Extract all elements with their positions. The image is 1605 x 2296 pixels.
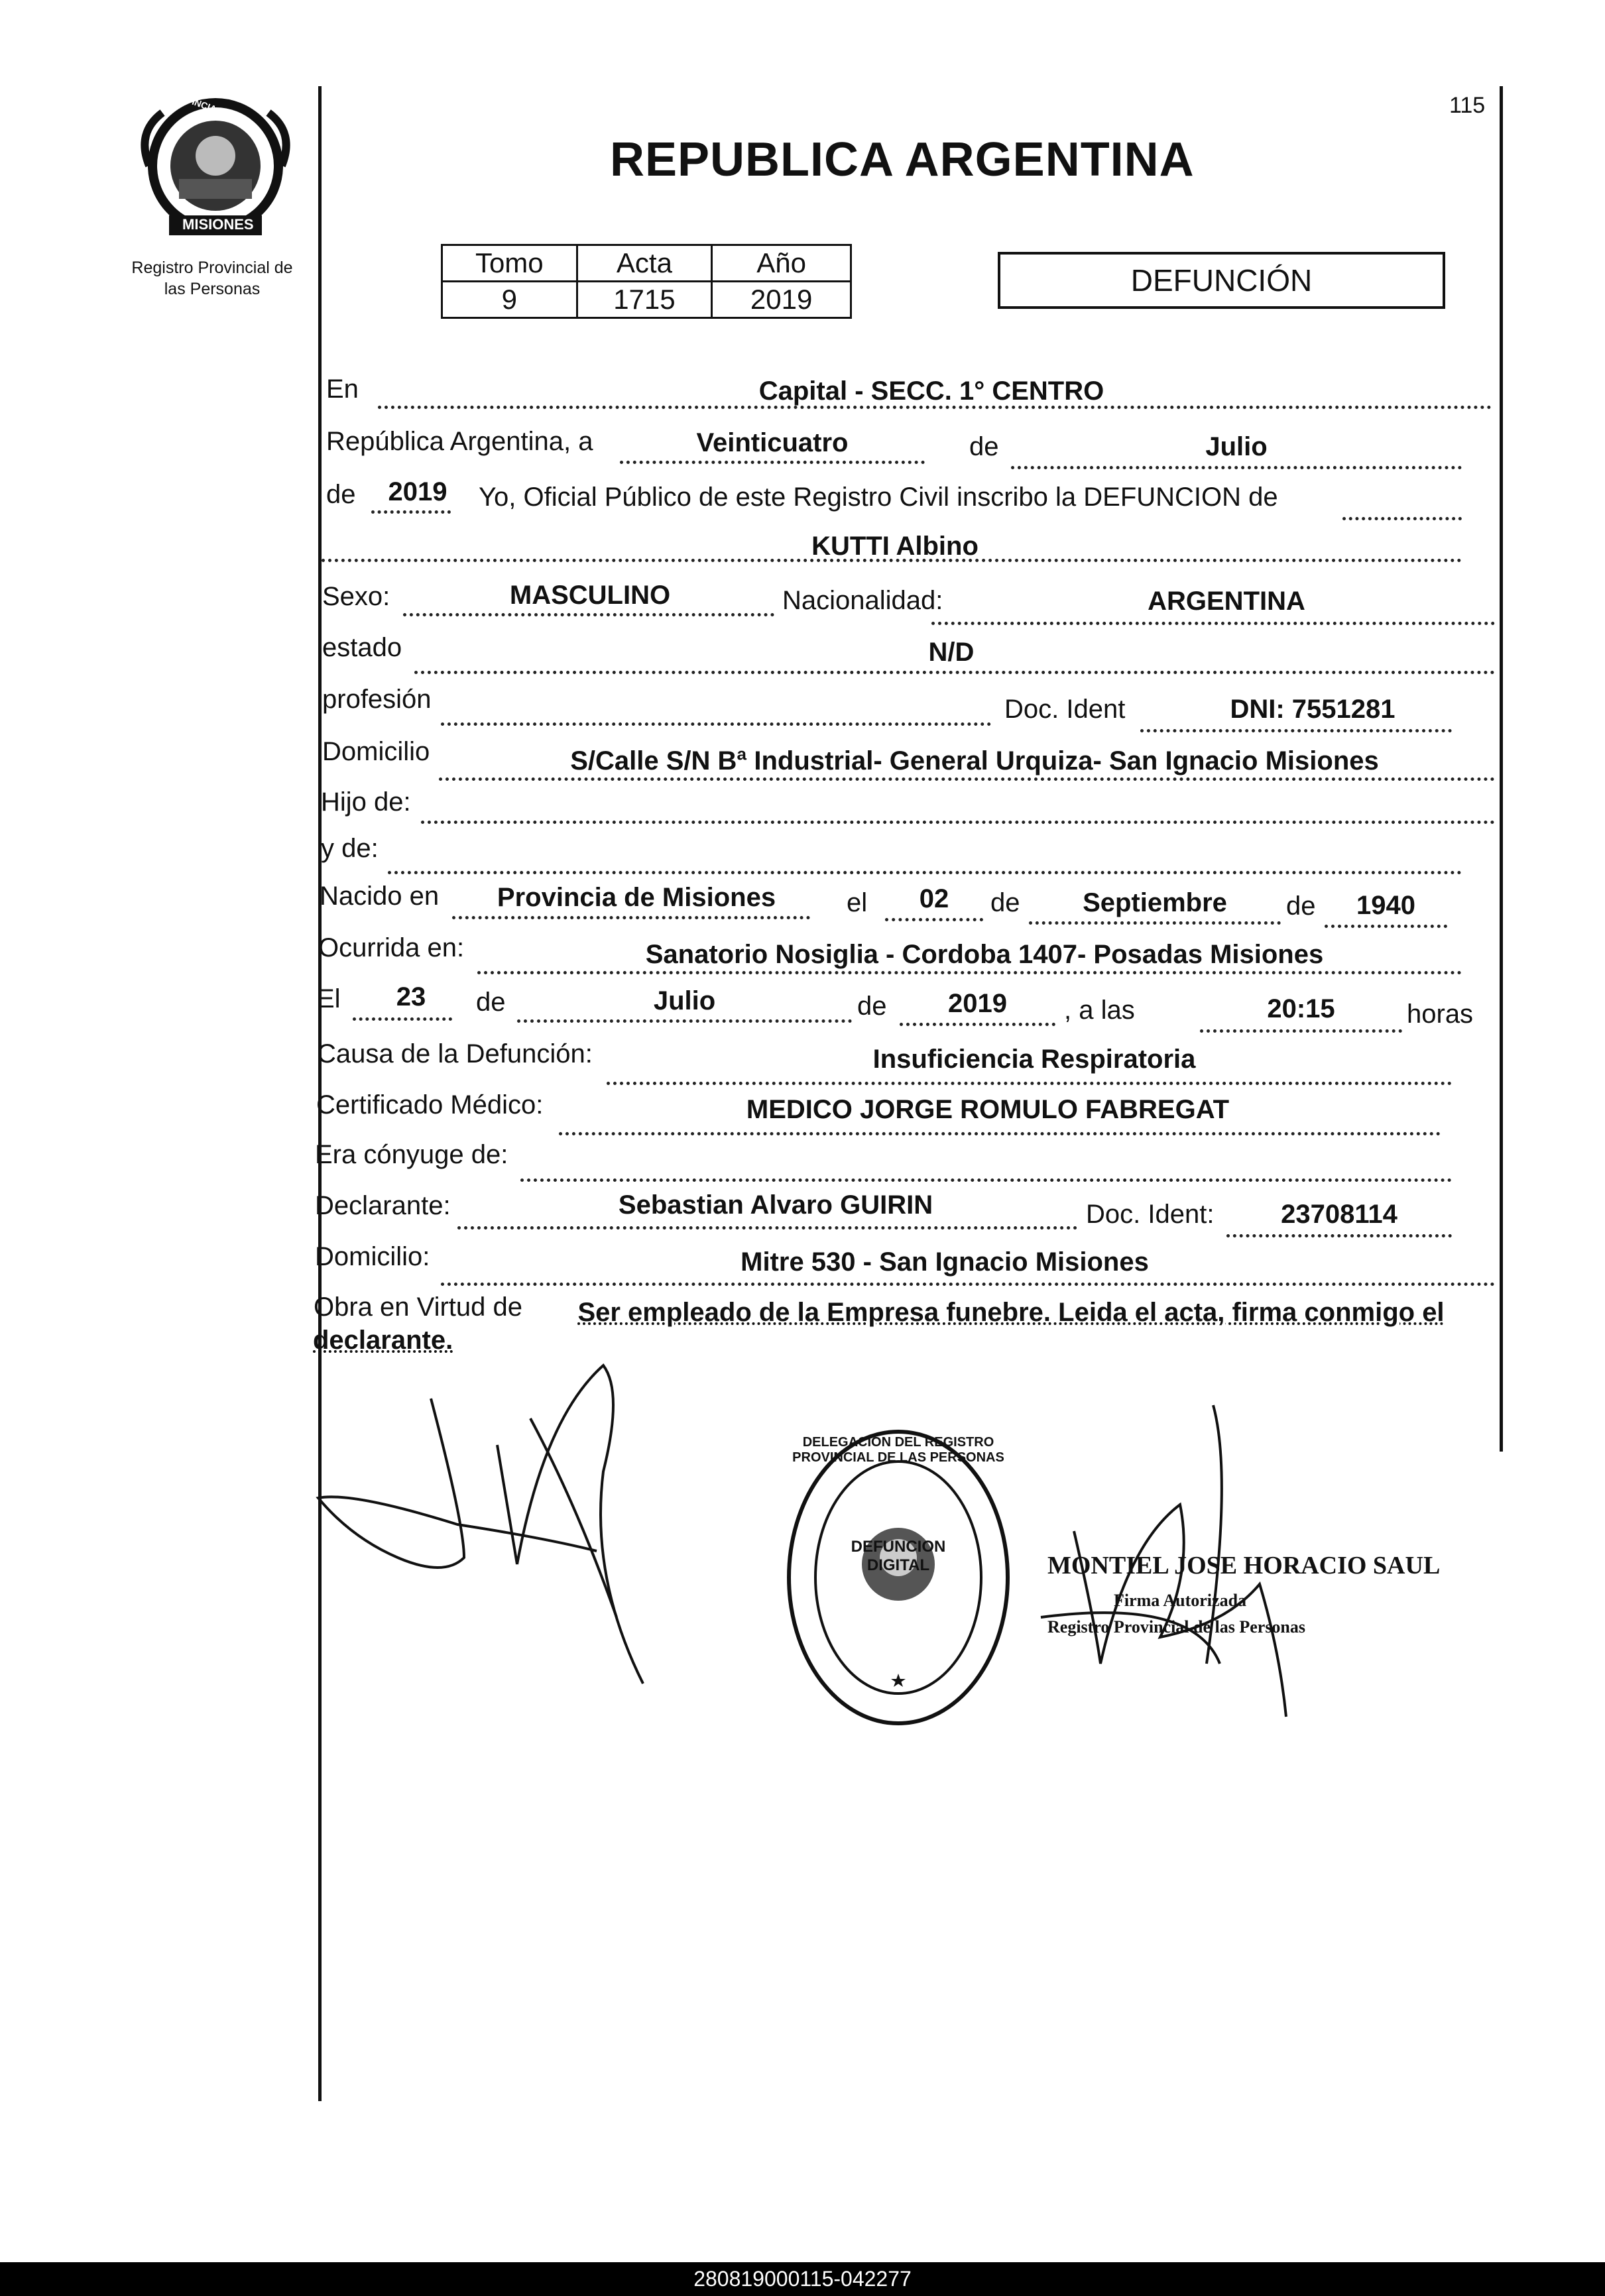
nacido-value: Provincia de Misiones bbox=[497, 883, 776, 912]
sexo-label: Sexo: bbox=[322, 582, 390, 611]
certificado-label: Certificado Médico: bbox=[316, 1090, 544, 1119]
ocurrida-label: Ocurrida en: bbox=[318, 933, 465, 962]
sexo-value: MASCULINO bbox=[509, 581, 671, 610]
document-type-box: DEFUNCIÓN bbox=[998, 252, 1445, 309]
estado-dotted-line bbox=[414, 671, 1495, 674]
header-acta: Acta bbox=[577, 245, 712, 282]
hijo-label: Hijo de: bbox=[321, 787, 411, 817]
ocurrida-value: Sanatorio Nosiglia - Cordoba 1407- Posadas Misiones bbox=[645, 940, 1324, 969]
death-year-dotted-line bbox=[900, 1023, 1055, 1026]
official-name: MONTIEL JOSE HORACIO SAUL bbox=[1047, 1552, 1441, 1579]
inscribo-text: Yo, Oficial Público de este Registro Civil inscribo la DEFUNCION de bbox=[479, 483, 1278, 512]
logo-caption-line1: Registro Provincial de bbox=[131, 258, 293, 277]
obra-value-line2: declarante. bbox=[313, 1326, 453, 1355]
day-word-dotted-line bbox=[620, 461, 925, 464]
causa-label: Causa de la Defunción: bbox=[317, 1039, 593, 1068]
nacionalidad-label: Nacionalidad: bbox=[782, 586, 943, 615]
page-title: REPUBLICA ARGENTINA bbox=[610, 133, 1195, 186]
logo-caption bbox=[86, 257, 338, 300]
nacionalidad-dotted-line bbox=[931, 622, 1495, 625]
horas-label: horas bbox=[1407, 1000, 1474, 1029]
birth-de2-label: de bbox=[1286, 891, 1316, 921]
decl-domicilio-dotted-line bbox=[441, 1283, 1495, 1286]
month-value: Julio bbox=[1205, 432, 1268, 461]
certificado-dotted-line bbox=[559, 1132, 1441, 1135]
doc-value: DNI: 7551281 bbox=[1230, 695, 1396, 724]
death-time-dotted-line bbox=[1200, 1029, 1402, 1033]
alas-label: , a las bbox=[1064, 996, 1135, 1025]
header-ano: Año bbox=[712, 245, 851, 282]
birth-day-dotted-line bbox=[885, 918, 983, 921]
doc-label: Doc. Ident bbox=[1004, 695, 1126, 724]
nacido-label: Nacido en bbox=[320, 882, 440, 911]
el-label: el bbox=[847, 888, 868, 917]
republica-label: República Argentina, a bbox=[326, 427, 593, 456]
birth-de-label: de bbox=[990, 888, 1020, 917]
day-word-value: Veinticuatro bbox=[696, 428, 849, 457]
nacionalidad-value: ARGENTINA bbox=[1148, 587, 1305, 616]
footer-barcode-text: 280819000115-042277 bbox=[0, 2262, 1605, 2296]
declarante-value: Sebastian Alvaro GUIRIN bbox=[618, 1190, 933, 1220]
certificado-value: MEDICO JORGE ROMULO FABREGAT bbox=[746, 1095, 1230, 1124]
deceased-name: KUTTI Albino bbox=[811, 532, 979, 561]
registry-oval-stamp bbox=[782, 1425, 1014, 1730]
profesion-label: profesión bbox=[322, 685, 432, 714]
declarante-label: Declarante: bbox=[315, 1191, 451, 1220]
register-table-value-row bbox=[442, 282, 851, 318]
birth-year-dotted-line bbox=[1325, 925, 1447, 928]
estado-label: estado bbox=[322, 633, 402, 662]
birth-day-value: 02 bbox=[919, 884, 949, 913]
official-office: Registro Provincial de las Personas bbox=[1047, 1617, 1306, 1636]
header-tomo: Tomo bbox=[442, 245, 577, 282]
declarante-signature bbox=[312, 1339, 709, 1710]
inscribo-dotted-line bbox=[1342, 517, 1462, 520]
official-role: Firma Autorizada bbox=[1114, 1591, 1247, 1610]
right-margin-rule bbox=[1500, 86, 1503, 1452]
profesion-dotted-line bbox=[441, 722, 991, 726]
doc-dotted-line bbox=[1140, 729, 1452, 732]
death-de2-label: de bbox=[857, 992, 887, 1021]
el2-label: El bbox=[317, 984, 341, 1013]
death-year-value: 2019 bbox=[948, 989, 1007, 1018]
yde-label: y de: bbox=[321, 834, 379, 863]
year-dotted-line bbox=[371, 510, 451, 514]
nacido-dotted-line bbox=[452, 916, 810, 919]
conyuge-dotted-line bbox=[520, 1178, 1452, 1182]
logo-caption-line2: las Personas bbox=[164, 280, 261, 298]
register-table bbox=[441, 244, 852, 319]
stamp-inner-text: DEFUNCION DIGITAL bbox=[851, 1538, 946, 1574]
death-de-label: de bbox=[476, 988, 506, 1017]
register-table-header-row bbox=[442, 245, 851, 282]
obra-value-line1: Ser empleado de la Empresa funebre. Leida el acta, firma conmigo el bbox=[577, 1298, 1445, 1327]
decl-doc-value: 23708114 bbox=[1281, 1200, 1397, 1229]
domicilio-value: S/Calle S/N Bª Industrial- General Urquiza- San Ignacio Misiones bbox=[570, 746, 1379, 775]
value-tomo: 9 bbox=[442, 282, 577, 318]
conyuge-label: Era cónyuge de: bbox=[315, 1140, 508, 1169]
causa-value: Insuficiencia Respiratoria bbox=[872, 1045, 1196, 1074]
decl-doc-label: Doc. Ident: bbox=[1086, 1200, 1215, 1229]
logo-seal-top-text: PROVINCIA DE bbox=[166, 87, 233, 120]
year-value: 2019 bbox=[388, 477, 447, 506]
death-month-value: Julio bbox=[653, 986, 716, 1015]
month-dotted-line bbox=[1011, 466, 1462, 469]
birth-year-value: 1940 bbox=[1356, 891, 1415, 920]
causa-dotted-line bbox=[607, 1082, 1452, 1085]
en-label: En bbox=[326, 374, 359, 404]
en-value: Capital - SECC. 1° CENTRO bbox=[758, 376, 1104, 406]
stamp-ring-text: DELEGACION DEL REGISTRO PROVINCIAL DE LAS PERSONAS bbox=[792, 1435, 1004, 1465]
value-acta: 1715 bbox=[577, 282, 712, 318]
declarante-dotted-line bbox=[457, 1226, 1077, 1230]
ocurrida-dotted-line bbox=[477, 971, 1462, 974]
yde-dotted-line bbox=[388, 871, 1462, 874]
death-day-value: 23 bbox=[396, 982, 426, 1011]
estado-value: N/D bbox=[928, 638, 975, 667]
birth-month-dotted-line bbox=[1029, 921, 1281, 925]
page-number: 115 bbox=[1449, 93, 1486, 118]
domicilio-label: Domicilio bbox=[322, 737, 430, 766]
hijo-dotted-line bbox=[421, 821, 1495, 824]
domicilio-dotted-line bbox=[439, 777, 1495, 781]
sexo-dotted-line bbox=[403, 613, 774, 616]
death-day-dotted-line bbox=[353, 1017, 452, 1021]
value-ano: 2019 bbox=[712, 282, 851, 318]
death-month-dotted-line bbox=[517, 1019, 852, 1023]
de-label: de bbox=[969, 432, 999, 461]
birth-month-value: Septiembre bbox=[1083, 888, 1227, 917]
decl-domicilio-value: Mitre 530 - San Ignacio Misiones bbox=[741, 1247, 1149, 1277]
decl-domicilio-label: Domicilio: bbox=[315, 1242, 430, 1271]
obra-label: Obra en Virtud de bbox=[314, 1292, 523, 1322]
logo-seal-bottom-text: MISIONES bbox=[182, 216, 254, 233]
decl-doc-dotted-line bbox=[1226, 1234, 1452, 1237]
death-time-value: 20:15 bbox=[1267, 994, 1335, 1023]
de2-label: de bbox=[326, 480, 356, 509]
